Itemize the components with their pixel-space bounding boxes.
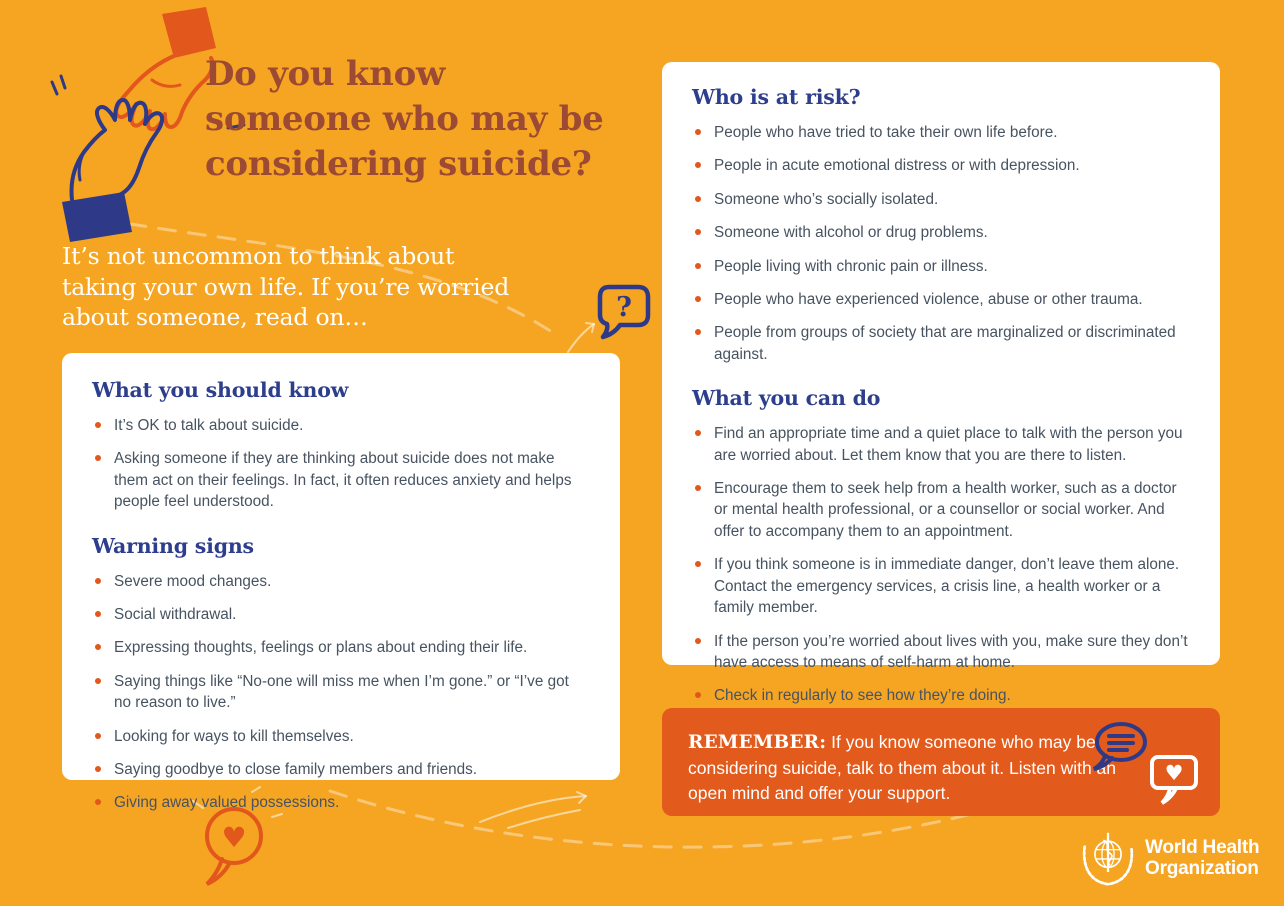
remember-label: REMEMBER: <box>688 732 827 753</box>
bullet-icon <box>695 430 701 436</box>
list-item <box>692 222 1190 243</box>
list-item-text: People living with chronic pain or illness. <box>714 257 988 275</box>
title-line: someone who may be <box>205 98 604 139</box>
list-item <box>692 289 1190 310</box>
remember-text <box>688 730 1120 806</box>
heart-speech-bubble-icon <box>1146 750 1202 806</box>
list-item <box>92 571 590 592</box>
who-emblem-icon <box>1080 830 1136 886</box>
list-item <box>92 415 590 436</box>
list-item-text: Encourage them to seek help from a health worker, such as a doctor or mental health professional, or a counsellor or social worker. And offer to accompany them to an appointment. <box>714 480 1177 540</box>
bullet-icon <box>695 296 701 302</box>
bullet-icon <box>695 129 701 135</box>
list-item-text: Social withdrawal. <box>114 606 237 624</box>
orange-cuff <box>162 7 216 58</box>
list-item-text: Check in regularly to see how they’re doing. <box>714 687 1011 705</box>
bullet-icon <box>95 766 101 772</box>
section-heading-risk: Who is at risk? <box>692 85 861 109</box>
heart-glyph: ♥ <box>221 821 247 854</box>
list-item-text: Asking someone if they are thinking about suicide does not make them act on their feelings. In fact, it often reduces anxiety and helps people feel understood. <box>114 450 572 511</box>
list-item-text: Saying goodbye to close family members and friends. <box>114 761 478 779</box>
who-logo-text <box>1145 837 1259 880</box>
heart-bubble-icon <box>200 800 266 892</box>
title-line: Do you know <box>205 54 445 94</box>
bullet-icon <box>695 692 701 698</box>
bullet-icon <box>695 638 701 644</box>
list-item <box>692 423 1190 466</box>
page-title <box>205 52 645 187</box>
list-item-text: Severe mood changes. <box>114 572 272 590</box>
list-item-text: People from groups of society that are marginalized or discriminated against. <box>714 324 1176 363</box>
intro-text <box>62 241 562 333</box>
section-heading-warning: Warning signs <box>92 533 254 558</box>
risk-list <box>692 122 1190 365</box>
list-item-text: Find an appropriate time and a quiet place to talk with the person you are worried about. Let them know that you are there to listen. <box>714 425 1183 464</box>
list-item-text: Giving away valued possessions. <box>114 794 340 812</box>
list-item-text: If you think someone is in immediate danger, don’t leave them alone. Contact the emergency services, a crisis line, a health worker or a family member. <box>714 556 1180 617</box>
who-logo-line2: Organization <box>1145 858 1259 879</box>
list-item <box>692 631 1190 674</box>
list-item <box>92 604 590 625</box>
list-item <box>92 726 590 747</box>
list-item-text: If the person you’re worried about lives with you, make sure they don’t have access to means of self-harm at home. <box>714 632 1188 671</box>
bullet-icon <box>95 611 101 617</box>
list-item <box>692 122 1190 143</box>
question-bubble-icon <box>592 279 656 345</box>
todo-list <box>692 423 1190 706</box>
bullet-icon <box>695 229 701 235</box>
question-mark-glyph: ? <box>616 292 632 323</box>
bullet-icon <box>695 263 701 269</box>
bullet-icon <box>695 162 701 168</box>
list-item <box>692 189 1190 210</box>
bullet-icon <box>95 799 101 805</box>
bullet-icon <box>95 733 101 739</box>
list-item <box>692 155 1190 176</box>
section-heading-todo: What you can do <box>692 386 881 411</box>
intro-line: It’s not uncommon to think about <box>62 242 455 270</box>
intro-line: taking your own life. If you’re worried <box>62 272 510 301</box>
know-list <box>92 415 590 513</box>
list-item <box>92 759 590 780</box>
list-item-text: People who have tried to take their own life before. <box>714 124 1058 141</box>
list-item-text: Someone who’s socially isolated. <box>714 190 939 208</box>
bullet-icon <box>95 422 101 428</box>
list-item <box>692 554 1190 618</box>
chat-lines-bubble-icon <box>1090 718 1150 776</box>
list-item-text: People who have experienced violence, abuse or other trauma. <box>714 291 1143 309</box>
list-item <box>92 671 590 714</box>
list-item-text: It’s OK to talk about suicide. <box>114 417 304 434</box>
list-item <box>692 256 1190 277</box>
bullet-icon <box>695 485 701 491</box>
list-item <box>92 448 590 512</box>
title-line: considering suicide? <box>205 143 592 184</box>
list-item-text: Someone with alcohol or drug problems. <box>714 224 988 242</box>
list-item <box>92 792 590 813</box>
section-heading-know: What you should know <box>92 378 349 402</box>
list-item <box>692 478 1190 542</box>
list-item-text: Saying things like “No-one will miss me when I’m gone.” or “I’ve got no reason to live.” <box>114 672 569 712</box>
who-logo <box>1080 830 1259 886</box>
bullet-icon <box>695 196 701 202</box>
bullet-icon <box>95 678 101 684</box>
list-item <box>692 685 1190 706</box>
intro-line: about someone, read on… <box>62 303 368 332</box>
list-item <box>92 637 590 658</box>
bullet-icon <box>695 329 701 335</box>
bullet-icon <box>95 644 101 650</box>
who-logo-line1: World Health <box>1145 836 1260 858</box>
left-card <box>62 353 620 812</box>
bullet-icon <box>95 455 101 461</box>
list-item-text: People in acute emotional distress or with depression. <box>714 157 1080 175</box>
bullet-icon <box>95 578 101 584</box>
list-item-text: Expressing thoughts, feelings or plans about ending their life. <box>114 639 528 657</box>
bullet-icon <box>695 561 701 567</box>
list-item-text: Looking for ways to kill themselves. <box>114 727 354 745</box>
heart-glyph: ♥ <box>1164 761 1184 785</box>
list-item <box>692 322 1190 365</box>
remember-body: If you know someone who may be considering suicide, talk to them about it. Listen with an open mind and offer your support. <box>688 732 1117 804</box>
warning-list <box>92 571 590 814</box>
right-card <box>662 62 1220 705</box>
